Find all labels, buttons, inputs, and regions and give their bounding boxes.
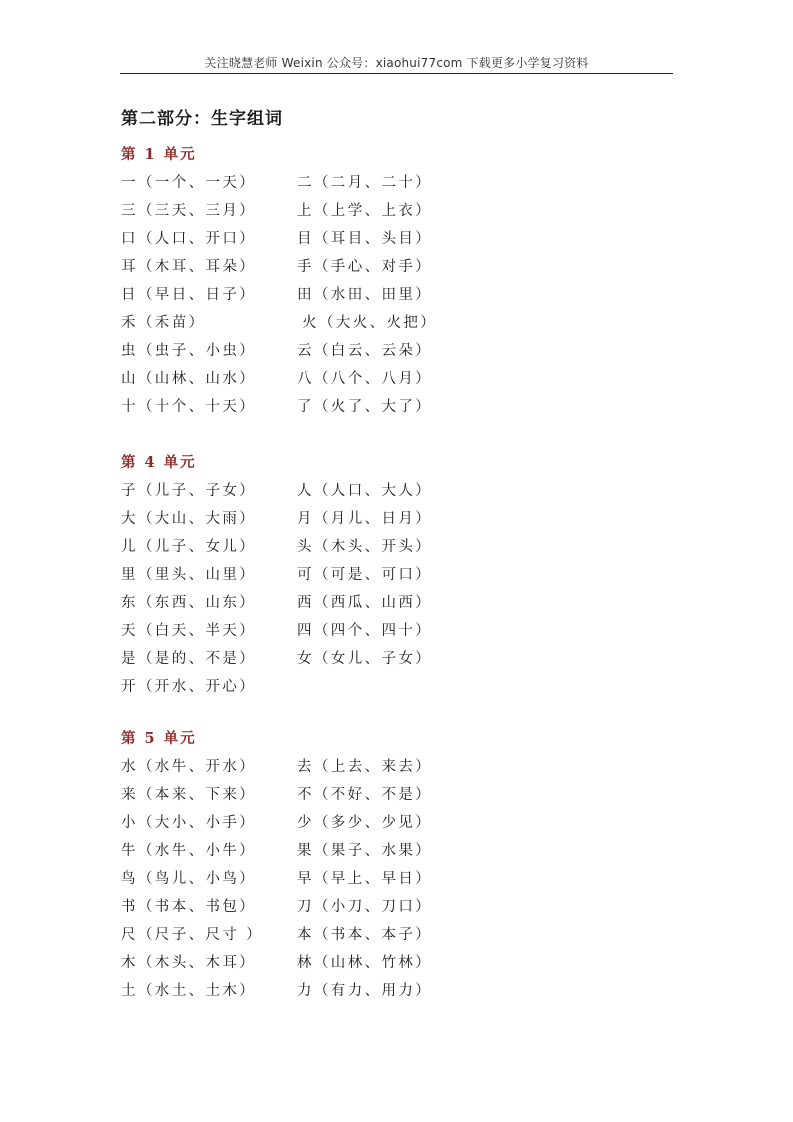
word-row — [121, 977, 433, 1005]
word-entry: 牛（水牛、小牛） — [121, 843, 257, 859]
word-entry: 大（大山、大雨） — [121, 511, 257, 527]
unit-section-1 — [121, 141, 438, 421]
word-entry: 天（白天、半天） — [121, 623, 257, 639]
word-entry: 少（多少、少见） — [297, 815, 433, 831]
word-entry: 儿（儿子、女儿） — [121, 539, 257, 555]
word-row — [121, 809, 433, 837]
word-entry: 了（火了、大了） — [297, 399, 433, 415]
word-entry: 木（木头、木耳） — [121, 955, 257, 971]
word-entry: 尺（尺子、尺寸 ） — [121, 927, 264, 943]
word-row — [121, 949, 433, 977]
word-row — [121, 533, 433, 561]
word-entry: 日（早日、日子） — [121, 287, 257, 303]
unit-section-5 — [121, 725, 433, 1005]
word-entry: 二（二月、二十） — [297, 175, 433, 191]
word-row — [121, 589, 433, 617]
word-entry: 山（山林、山水） — [121, 371, 257, 387]
word-entry: 小（大小、小手） — [121, 815, 257, 831]
page-header: 关注晓慧老师 Weixin 公众号：xiaohui77com 下载更多小学复习资料 — [204, 56, 589, 70]
unit-title: 第 4 单元 — [121, 454, 197, 471]
word-entry: 东（东西、山东） — [121, 595, 257, 611]
word-entry: 土（水土、土木） — [121, 983, 257, 999]
word-entry: 开（开水、开心） — [121, 679, 257, 695]
word-row — [121, 753, 433, 781]
word-entry: 里（里头、山里） — [121, 567, 257, 583]
word-entry: 是（是的、不是） — [121, 651, 257, 667]
word-entry: 耳（木耳、耳朵） — [121, 259, 257, 275]
word-row — [121, 393, 433, 421]
unit-title: 第 5 单元 — [121, 730, 197, 747]
word-entry: 八（八个、八月） — [297, 371, 433, 387]
word-entry: 林（山林、竹林） — [297, 955, 433, 971]
word-entry: 月（月儿、日月） — [297, 511, 433, 527]
word-row — [121, 477, 433, 505]
word-row — [121, 617, 433, 645]
word-entry: 云（白云、云朵） — [297, 343, 433, 359]
word-row — [121, 893, 433, 921]
page-title: 第二部分：生字组词 — [121, 109, 283, 129]
word-entry: 来（本来、下来） — [121, 787, 257, 803]
word-row — [121, 169, 433, 197]
word-row — [121, 921, 433, 949]
word-row — [121, 253, 433, 281]
word-row — [121, 365, 433, 393]
word-entry: 书（书本、书包） — [121, 899, 257, 915]
word-row — [121, 281, 433, 309]
word-entry: 人（人口、大人） — [297, 483, 433, 499]
word-entry: 禾（禾苗） — [121, 315, 206, 331]
unit-section-4 — [121, 449, 433, 701]
word-entry: 火（大火、火把） — [302, 315, 438, 331]
word-row — [121, 225, 433, 253]
word-entry: 西（西瓜、山西） — [297, 595, 433, 611]
word-entry: 力（有力、用力） — [297, 983, 433, 999]
word-entry: 口（人口、开口） — [121, 231, 257, 247]
word-row — [121, 645, 433, 673]
word-row — [121, 197, 433, 225]
word-row — [121, 337, 433, 365]
word-entry: 水（水牛、开水） — [121, 759, 257, 775]
unit-title: 第 1 单元 — [121, 146, 197, 163]
word-entry: 手（手心、对手） — [297, 259, 433, 275]
word-row — [121, 673, 257, 701]
word-entry: 四（四个、四十） — [297, 623, 433, 639]
word-row — [121, 309, 438, 337]
word-entry: 本（书本、本子） — [297, 927, 433, 943]
word-entry: 早（早上、早日） — [297, 871, 433, 887]
word-entry: 女（女儿、子女） — [297, 651, 433, 667]
word-entry: 头（木头、开头） — [297, 539, 433, 555]
word-entry: 不（不好、不是） — [297, 787, 433, 803]
word-entry: 三（三天、三月） — [121, 203, 257, 219]
word-entry: 一（一个、一天） — [121, 175, 257, 191]
word-row — [121, 781, 433, 809]
word-entry: 田（水田、田里） — [297, 287, 433, 303]
word-row — [121, 837, 433, 865]
word-entry: 虫（虫子、小虫） — [121, 343, 257, 359]
word-entry: 鸟（鸟儿、小鸟） — [121, 871, 257, 887]
word-entry: 刀（小刀、刀口） — [297, 899, 433, 915]
word-entry: 十（十个、十天） — [121, 399, 257, 415]
word-entry: 目（耳目、头目） — [297, 231, 433, 247]
word-entry: 上（上学、上衣） — [297, 203, 433, 219]
word-row — [121, 561, 433, 589]
word-row — [121, 865, 433, 893]
word-entry: 子（儿子、子女） — [121, 483, 257, 499]
word-entry: 果（果子、水果） — [297, 843, 433, 859]
word-entry: 可（可是、可口） — [297, 567, 433, 583]
header-divider — [120, 73, 673, 74]
word-row — [121, 505, 433, 533]
word-entry: 去（上去、来去） — [297, 759, 433, 775]
